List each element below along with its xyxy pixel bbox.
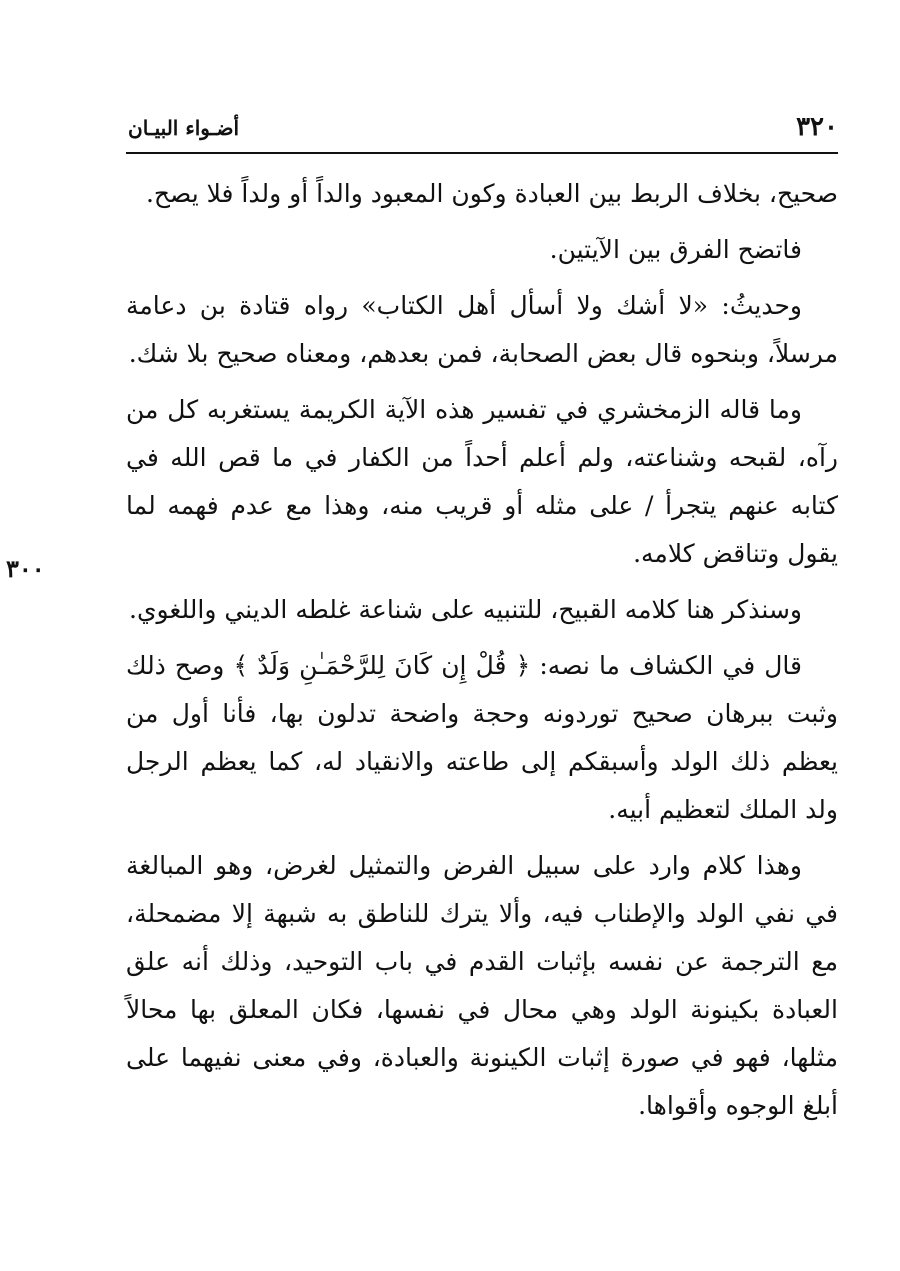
page-header [126, 112, 838, 142]
paragraph-1: صحيح، بخلاف الربط بين العبادة وكون المعبود والداً أو ولداً فلا يصح. [145, 179, 838, 208]
paragraph-6: قال في الكشاف ما نصه: ﴿ قُلْ إِن كَانَ لِلرَّحْمَـٰنِ وَلَدٌ ﴾ وصح ذلك وثبت ببرهان صحيح توردونه وحجة واضحة تدلون بها، فأنا أول من يعظم ذلك الولد وأسبقكم إلى طاعته والانقياد له، كما يعظم الرجل ولد الملك لتعظيم أبيه. [126, 651, 838, 824]
paragraph-7: وهذا كلام وارد على سبيل الفرض والتمثيل لغرض، وهو المبالغة في نفي الولد والإطناب فيه، وألا يترك للناطق به شبهة إلا مضمحلة، مع الترجمة عن نفسه بإثبات القدم في باب التوحيد، وذلك أنه علق العبادة بكينونة الولد وهي محال في نفسها، فكان المعلق بها محالاً مثلها، فهو في صورة إثبات الكينونة والعبادة، وفي معنى نفيهما على أبلغ الوجوه وأقواها. [126, 851, 838, 1120]
margin-page-reference: ٣٠٠ [6, 554, 45, 583]
paragraph-5: وسنذكر هنا كلامه القبيح، للتنبيه على شناعة غلطه الديني واللغوي. [129, 595, 802, 624]
paragraph-3: وحديثُ: «لا أشك ولا أسأل أهل الكتاب» رواه قتادة بن دعامة مرسلاً، وبنحوه قال بعض الصحابة، فمن بعدهم، ومعناه صحيح بلا شك. [126, 291, 838, 368]
paragraph-2: فاتضح الفرق بين الآيتين. [549, 235, 802, 264]
running-title: أضـواء البيـان [128, 116, 240, 140]
header-rule [126, 152, 838, 154]
page-number: ٣٢٠ [796, 112, 838, 142]
body-text [126, 170, 838, 1138]
paragraph-4: وما قاله الزمخشري في تفسير هذه الآية الكريمة يستغربه كل من رآه، لقبحه وشناعته، ولم أعلم أحداً من الكفار في ما قص الله في كتابه عنهم يتجرأ / على مثله أو قريب منه، وهذا مع عدم فهمه لما يقول وتناقض كلامه. [126, 395, 838, 568]
